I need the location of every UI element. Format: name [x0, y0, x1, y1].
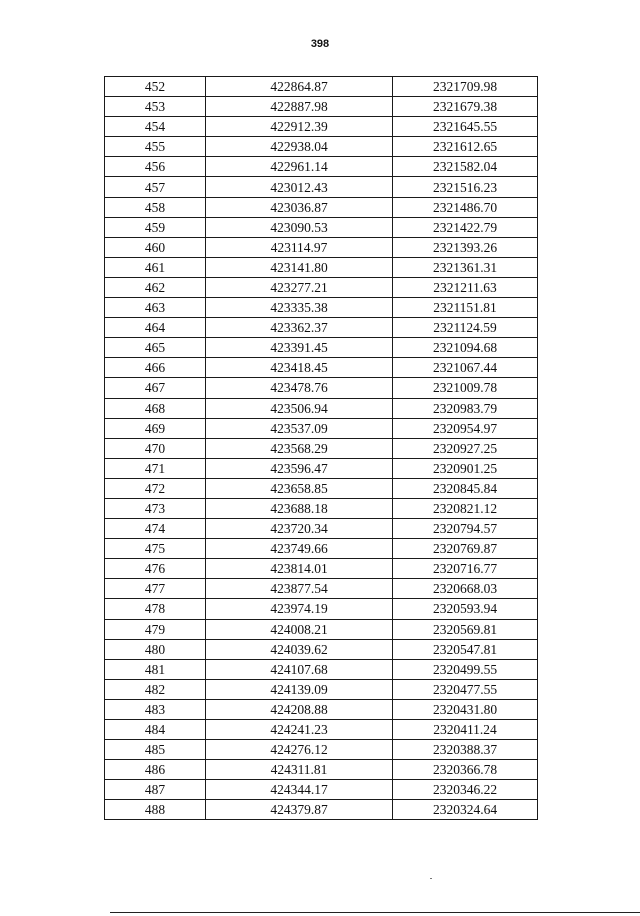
y-coordinate-cell: 2320411.24: [393, 720, 538, 740]
point-id-cell: 452: [105, 77, 206, 97]
table-row: [105, 498, 538, 518]
table-row: [105, 438, 538, 458]
x-coordinate-cell: 423749.66: [206, 539, 393, 559]
y-coordinate-cell: 2320794.57: [393, 519, 538, 539]
x-coordinate-cell: 424008.21: [206, 619, 393, 639]
page-number: 398: [310, 38, 330, 50]
x-coordinate-cell: 422938.04: [206, 137, 393, 157]
x-coordinate-cell: 422887.98: [206, 97, 393, 117]
table-row: [105, 298, 538, 318]
x-coordinate-cell: 423506.94: [206, 398, 393, 418]
table-row: [105, 619, 538, 639]
point-id-cell: 460: [105, 237, 206, 257]
table-row: [105, 679, 538, 699]
point-id-cell: 485: [105, 740, 206, 760]
point-id-cell: 469: [105, 418, 206, 438]
y-coordinate-cell: 2321709.98: [393, 77, 538, 97]
point-id-cell: 457: [105, 177, 206, 197]
x-coordinate-cell: 423141.80: [206, 257, 393, 277]
y-coordinate-cell: 2321679.38: [393, 97, 538, 117]
y-coordinate-cell: 2320983.79: [393, 398, 538, 418]
footer-rule: [110, 912, 640, 913]
table-row: [105, 177, 538, 197]
x-coordinate-cell: 422961.14: [206, 157, 393, 177]
y-coordinate-cell: 2321612.65: [393, 137, 538, 157]
y-coordinate-cell: 2320769.87: [393, 539, 538, 559]
x-coordinate-cell: 423596.47: [206, 458, 393, 478]
y-coordinate-cell: 2320547.81: [393, 639, 538, 659]
point-id-cell: 482: [105, 679, 206, 699]
point-id-cell: 473: [105, 498, 206, 518]
table-row: [105, 197, 538, 217]
table-row: [105, 478, 538, 498]
x-coordinate-cell: 423877.54: [206, 579, 393, 599]
point-id-cell: 488: [105, 800, 206, 820]
x-coordinate-cell: 424039.62: [206, 639, 393, 659]
y-coordinate-cell: 2321422.79: [393, 217, 538, 237]
y-coordinate-cell: 2321645.55: [393, 117, 538, 137]
scan-speck: [430, 878, 432, 879]
x-coordinate-cell: 423688.18: [206, 498, 393, 518]
point-id-cell: 456: [105, 157, 206, 177]
table-row: [105, 458, 538, 478]
table-row: [105, 277, 538, 297]
point-id-cell: 475: [105, 539, 206, 559]
y-coordinate-cell: 2320499.55: [393, 659, 538, 679]
x-coordinate-cell: 423974.19: [206, 599, 393, 619]
x-coordinate-cell: 423335.38: [206, 298, 393, 318]
point-id-cell: 465: [105, 338, 206, 358]
y-coordinate-cell: 2320569.81: [393, 619, 538, 639]
x-coordinate-cell: 423568.29: [206, 438, 393, 458]
y-coordinate-cell: 2321067.44: [393, 358, 538, 378]
point-id-cell: 478: [105, 599, 206, 619]
x-coordinate-cell: 424276.12: [206, 740, 393, 760]
y-coordinate-cell: 2320954.97: [393, 418, 538, 438]
y-coordinate-cell: 2320366.78: [393, 760, 538, 780]
table-row: [105, 257, 538, 277]
y-coordinate-cell: 2320845.84: [393, 478, 538, 498]
y-coordinate-cell: 2321094.68: [393, 338, 538, 358]
coordinate-table-body: [105, 77, 538, 820]
point-id-cell: 484: [105, 720, 206, 740]
point-id-cell: 464: [105, 318, 206, 338]
x-coordinate-cell: 423036.87: [206, 197, 393, 217]
y-coordinate-cell: 2320388.37: [393, 740, 538, 760]
table-row: [105, 639, 538, 659]
x-coordinate-cell: 423720.34: [206, 519, 393, 539]
table-row: [105, 217, 538, 237]
point-id-cell: 459: [105, 217, 206, 237]
table-row: [105, 599, 538, 619]
point-id-cell: 463: [105, 298, 206, 318]
table-row: [105, 720, 538, 740]
x-coordinate-cell: 423114.97: [206, 237, 393, 257]
y-coordinate-cell: 2321009.78: [393, 378, 538, 398]
x-coordinate-cell: 424107.68: [206, 659, 393, 679]
table-row: [105, 800, 538, 820]
table-row: [105, 117, 538, 137]
table-row: [105, 318, 538, 338]
point-id-cell: 472: [105, 478, 206, 498]
y-coordinate-cell: 2321393.26: [393, 237, 538, 257]
y-coordinate-cell: 2321151.81: [393, 298, 538, 318]
y-coordinate-cell: 2320431.80: [393, 699, 538, 719]
table-row: [105, 137, 538, 157]
y-coordinate-cell: 2320346.22: [393, 780, 538, 800]
x-coordinate-cell: 424344.17: [206, 780, 393, 800]
x-coordinate-cell: 423418.45: [206, 358, 393, 378]
point-id-cell: 486: [105, 760, 206, 780]
table-row: [105, 659, 538, 679]
y-coordinate-cell: 2321124.59: [393, 318, 538, 338]
table-row: [105, 760, 538, 780]
x-coordinate-cell: 424379.87: [206, 800, 393, 820]
table-row: [105, 519, 538, 539]
point-id-cell: 454: [105, 117, 206, 137]
point-id-cell: 476: [105, 559, 206, 579]
point-id-cell: 453: [105, 97, 206, 117]
point-id-cell: 470: [105, 438, 206, 458]
y-coordinate-cell: 2320477.55: [393, 679, 538, 699]
x-coordinate-cell: 423478.76: [206, 378, 393, 398]
x-coordinate-cell: 423362.37: [206, 318, 393, 338]
x-coordinate-cell: 423277.21: [206, 277, 393, 297]
y-coordinate-cell: 2320668.03: [393, 579, 538, 599]
x-coordinate-cell: 422864.87: [206, 77, 393, 97]
table-row: [105, 77, 538, 97]
y-coordinate-cell: 2320593.94: [393, 599, 538, 619]
table-row: [105, 378, 538, 398]
table-row: [105, 780, 538, 800]
table-row: [105, 398, 538, 418]
point-id-cell: 480: [105, 639, 206, 659]
y-coordinate-cell: 2321361.31: [393, 257, 538, 277]
coordinate-table: [104, 76, 538, 820]
point-id-cell: 461: [105, 257, 206, 277]
point-id-cell: 466: [105, 358, 206, 378]
table-row: [105, 338, 538, 358]
table-row: [105, 539, 538, 559]
x-coordinate-cell: 423012.43: [206, 177, 393, 197]
x-coordinate-cell: 423658.85: [206, 478, 393, 498]
point-id-cell: 471: [105, 458, 206, 478]
point-id-cell: 455: [105, 137, 206, 157]
table-row: [105, 699, 538, 719]
y-coordinate-cell: 2320324.64: [393, 800, 538, 820]
y-coordinate-cell: 2321211.63: [393, 277, 538, 297]
x-coordinate-cell: 423537.09: [206, 418, 393, 438]
y-coordinate-cell: 2320716.77: [393, 559, 538, 579]
y-coordinate-cell: 2320821.12: [393, 498, 538, 518]
point-id-cell: 479: [105, 619, 206, 639]
table-row: [105, 559, 538, 579]
table-row: [105, 157, 538, 177]
x-coordinate-cell: 423814.01: [206, 559, 393, 579]
table-row: [105, 740, 538, 760]
x-coordinate-cell: 423391.45: [206, 338, 393, 358]
point-id-cell: 477: [105, 579, 206, 599]
table-row: [105, 358, 538, 378]
y-coordinate-cell: 2321486.70: [393, 197, 538, 217]
y-coordinate-cell: 2321516.23: [393, 177, 538, 197]
x-coordinate-cell: 424208.88: [206, 699, 393, 719]
table-row: [105, 237, 538, 257]
table-row: [105, 418, 538, 438]
x-coordinate-cell: 423090.53: [206, 217, 393, 237]
point-id-cell: 481: [105, 659, 206, 679]
point-id-cell: 487: [105, 780, 206, 800]
x-coordinate-cell: 424139.09: [206, 679, 393, 699]
x-coordinate-cell: 424241.23: [206, 720, 393, 740]
point-id-cell: 468: [105, 398, 206, 418]
y-coordinate-cell: 2320901.25: [393, 458, 538, 478]
x-coordinate-cell: 422912.39: [206, 117, 393, 137]
point-id-cell: 474: [105, 519, 206, 539]
y-coordinate-cell: 2320927.25: [393, 438, 538, 458]
point-id-cell: 483: [105, 699, 206, 719]
point-id-cell: 458: [105, 197, 206, 217]
point-id-cell: 462: [105, 277, 206, 297]
point-id-cell: 467: [105, 378, 206, 398]
y-coordinate-cell: 2321582.04: [393, 157, 538, 177]
x-coordinate-cell: 424311.81: [206, 760, 393, 780]
table-row: [105, 97, 538, 117]
table-row: [105, 579, 538, 599]
